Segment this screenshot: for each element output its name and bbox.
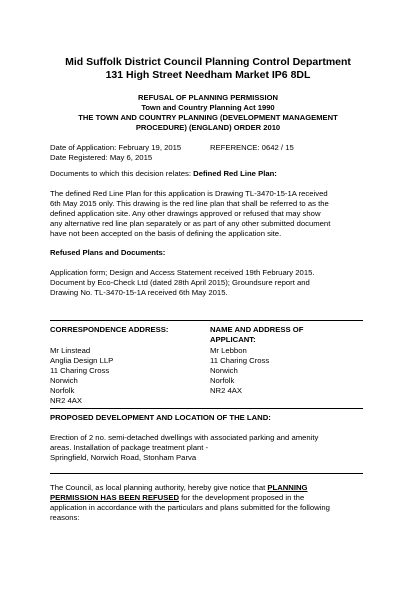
address-line: NR2 4AX	[50, 396, 83, 405]
proposal-heading: PROPOSED DEVELOPMENT AND LOCATION OF THE LAND:	[50, 413, 271, 422]
address-line: Norwich	[210, 366, 238, 375]
act-name: Town and Country Planning Act 1990	[141, 103, 275, 112]
decision-text: for the development proposed in the	[179, 493, 305, 502]
address-line: Norwich	[50, 376, 78, 385]
paragraph-line: Springfield, Norwich Road, Stonham Parva	[50, 453, 197, 462]
refused-plans-heading: Refused Plans and Documents:	[50, 248, 166, 257]
applicant-heading-line2: APPLICANT:	[210, 335, 256, 344]
paragraph-line: Document by Eco-Check Ltd (dated 28th April 2015); Groundsure report and	[50, 278, 310, 287]
paragraph-line: any alternative red line plan separately or as part of any other submitted document	[50, 219, 331, 228]
address-line: Mr Lebbon	[210, 346, 247, 355]
paragraph-line: The defined Red Line Plan for this application is Drawing TL-3470-15-1A received	[50, 189, 328, 198]
decision-text: The Council, as local planning authority, hereby give notice that	[50, 483, 268, 492]
documents-relates	[50, 169, 277, 179]
decision-bold-text: PLANNING	[267, 483, 308, 492]
paragraph-line: areas. Installation of package treatment plant -	[50, 443, 209, 452]
paragraph-line: Application form; Design and Access Statement received 19th February 2015.	[50, 268, 315, 277]
address-line: 11 Charing Cross	[210, 356, 270, 365]
paragraph-line	[50, 483, 330, 493]
application-date: Date of Application: February 19, 2015	[50, 143, 182, 152]
paragraph-line: Erection of 2 no. semi-detached dwellings with associated parking and amenity	[50, 433, 319, 442]
address-line: Norfolk	[50, 386, 75, 395]
paragraph-line: Drawing No. TL-3470-15-1A received 6th May 2015.	[50, 288, 228, 297]
order-name-line2: PROCEDURE) (ENGLAND) ORDER 2010	[135, 123, 281, 132]
applicant-address	[210, 346, 269, 396]
registered-date: Date Registered: May 6, 2015	[50, 153, 153, 162]
address-line: NR2 4AX	[210, 386, 243, 395]
address-line: Norfolk	[210, 376, 235, 385]
paragraph-line: 6th May 2015 only. This drawing is the red line plan that shall be referred to as the	[50, 199, 329, 208]
address-line: Mr Linstead	[50, 346, 91, 355]
council-name: Mid Suffolk District Council Planning Control Department	[65, 56, 351, 68]
paragraph-line	[50, 493, 330, 503]
paragraph-line: defined application site. Any other drawings approved or refused that may show	[50, 209, 321, 218]
red-line-plan-paragraph	[50, 189, 330, 239]
documents-intro-bold: Defined Red Line Plan:	[193, 169, 277, 178]
correspondence-heading: CORRESPONDENCE ADDRESS:	[50, 325, 169, 334]
divider	[50, 408, 363, 409]
paragraph-line: have not been accepted on the basis of defining the application site.	[50, 229, 282, 238]
applicant-heading-line1: NAME AND ADDRESS OF	[210, 325, 304, 334]
paragraph-line: reasons:	[50, 513, 80, 522]
decision-bold-text: PERMISSION HAS BEEN REFUSED	[50, 493, 179, 502]
address-line: Anglia Design LLP	[50, 356, 114, 365]
correspondence-address	[50, 346, 113, 406]
decision-paragraph	[50, 483, 330, 523]
divider	[50, 320, 363, 321]
reference-number: REFERENCE: 0642 / 15	[210, 143, 294, 152]
paragraph-line: application in accordance with the particulars and plans submitted for the following	[50, 503, 330, 512]
divider	[50, 473, 363, 474]
order-name-line1: THE TOWN AND COUNTRY PLANNING (DEVELOPMENT MANAGEMENT	[78, 113, 338, 122]
notice-title: REFUSAL OF PLANNING PERMISSION	[138, 93, 278, 102]
proposal-description	[50, 433, 318, 463]
council-address: 131 High Street Needham Market IP6 8DL	[105, 69, 311, 81]
address-line: 11 Charing Cross	[50, 366, 110, 375]
refused-plans-list	[50, 268, 315, 298]
documents-intro: Documents to which this decision relates:	[50, 169, 194, 178]
applicant-heading	[210, 325, 303, 345]
